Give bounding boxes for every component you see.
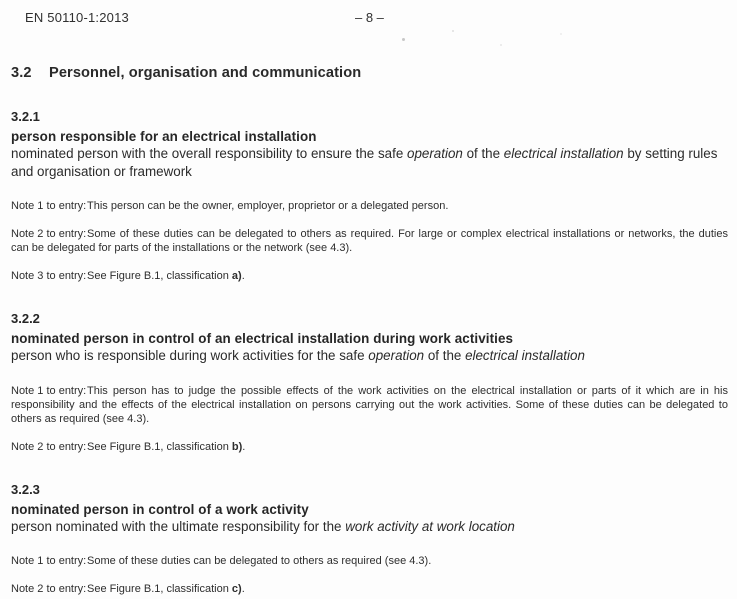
note-text [87,583,245,595]
section-number: 3.2 [11,65,32,81]
text-segment: See Figure B.1, classification [87,270,232,282]
text-segment: work activity at work location [345,518,515,534]
page-header [11,8,729,24]
term-name: person responsible for an electrical installation [11,129,317,144]
note-label: Note 2 to entry: [11,440,87,453]
section-title: Personnel, organisation and communication [49,65,362,81]
scan-speckle [500,44,502,46]
note-label: Note 1 to entry: [11,200,87,212]
section-heading [11,65,729,81]
note-item [11,582,728,596]
note-text [11,385,728,425]
note-label: Note 3 to entry: [11,270,87,282]
text-segment: b) [231,440,243,453]
notes [11,554,729,596]
text-segment: electrical installation [503,146,624,161]
term-block [11,482,729,597]
term-definition [11,347,727,365]
scan-speckle [402,38,405,41]
note-label: Note 2 to entry: [11,228,87,240]
term-number: 3.2.1 [11,109,40,124]
text-segment: . [241,270,245,282]
note-text [87,200,448,212]
term-block [11,109,729,283]
notes [11,384,729,454]
standard-reference: EN 50110-1:2013 [25,10,129,25]
text-segment: This person has to judge the possible effects of the work activities on the electrical installation or parts of it which are in his responsibility and the effects of the electrical installation on persons carrying out the work activities. Some of these duties can be delegated to others as required (see 4.3). [11,384,728,425]
term-definition [11,518,727,536]
note-label: Note 2 to entry: [11,583,87,595]
note-item [11,227,728,255]
text-segment: . [242,440,246,453]
note-item [11,440,728,454]
text-segment: electrical installation [465,348,585,363]
note-text [87,270,245,282]
text-segment: nominated person with the overall responsibility to ensure the safe [11,146,407,161]
text-segment: Some of these duties can be delegated to others as required (see 4.3). [87,555,432,567]
note-text [11,228,728,254]
text-segment: person nominated with the ultimate responsibility for the [11,518,346,534]
term-definition [11,145,727,180]
term-name: nominated person in control of an electrical installation during work activities [11,331,514,346]
page-number: – 8 – [355,10,384,25]
text-segment: a) [231,270,242,282]
text-segment: . [241,583,245,595]
text-segment: This person can be the owner, employer, proprietor or a delegated person. [87,200,449,212]
notes [11,199,729,283]
text-segment: c) [231,583,242,595]
text-segment: See Figure B.1, classification [87,440,232,453]
text-segment: of the [462,146,504,161]
text-segment: person who is responsible during work activities for the safe [11,348,369,363]
note-item [11,384,728,426]
note-item [11,269,728,283]
term-number: 3.2.2 [11,311,40,326]
text-segment: operation [407,146,463,161]
scan-speckle [560,33,562,35]
note-item [11,554,728,568]
text-segment: by setting rules and organisation or framework [11,146,718,179]
text-segment: of the [424,348,466,363]
note-label: Note 1 to entry: [11,555,87,567]
term-name: nominated person in control of a work activity [11,501,309,517]
terms-container [11,109,729,596]
note-text [87,555,431,567]
text-segment: Some of these duties can be delegated to others as required. For large or complex electrical installations or networks, the duties can be delegated for parts of the installations or the network (see 4.3). [11,228,728,254]
scan-speckle [452,30,454,32]
note-item [11,199,728,213]
term-block [11,311,729,454]
text-segment: See Figure B.1, classification [87,583,232,595]
note-label: Note 1 to entry: [11,384,87,397]
text-segment: operation [368,348,425,363]
note-text [87,441,245,453]
term-number: 3.2.3 [11,481,40,497]
